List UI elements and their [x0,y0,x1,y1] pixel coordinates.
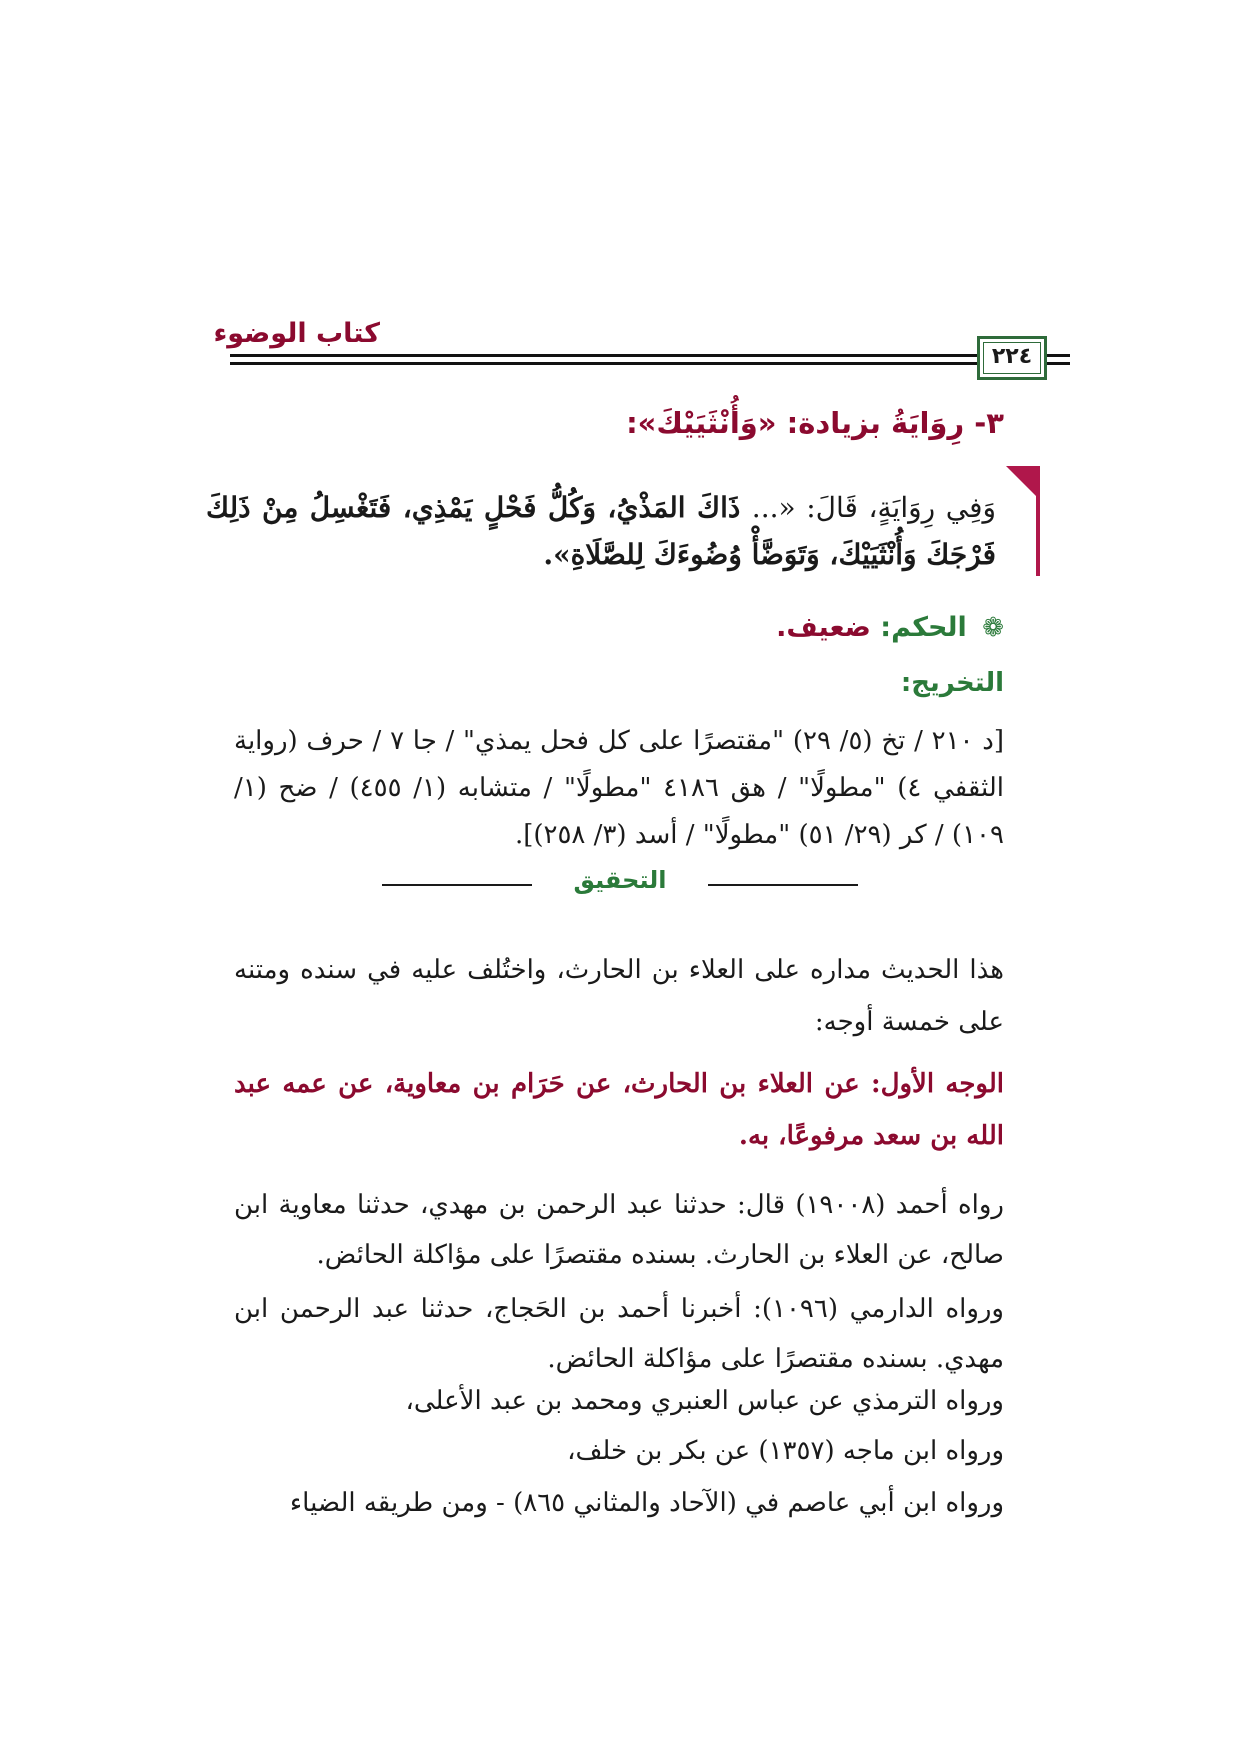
tahqiq-divider [382,864,858,904]
paragraph-darimi: ورواه الدارمي (١٠٩٦): أخبرنا أحمد بن الحَجاج، حدثنا عبد الرحمن ابن مهدي. بسنده مقتصرًا على مؤاكلة الحائض. [234,1294,1004,1374]
line-ibn-abi-asim: ورواه ابن أبي عاصم في (الآحاد والمثاني ٨٦٥) - ومن طريقه الضياء [289,1488,1004,1518]
verdict-label: الحكم: [880,612,967,643]
flower-icon: ❁ [982,613,1004,643]
header-rule-bottom [230,362,1000,365]
takhrij-label: التخريج: [900,668,1004,698]
narration-title: ٣- رِوَايَةُ بزيادة: «وَأُنْثَيَيْكَ»: [626,406,1004,440]
header-rule-top [230,354,1000,357]
first-aspect-heading: الوجه الأول: عن العلاء بن الحارث، عن حَرَام بن معاوية، عن عمه عبد الله بن سعد مرفوعًا، به. [234,1069,1004,1151]
page-number: ٢٢٤ [977,336,1047,380]
paragraph-intro: هذا الحديث مداره على العلاء بن الحارث، واختُلف عليه في سنده ومتنه على خمسة أوجه: [234,955,1004,1037]
line-tirmidhi: ورواه الترمذي عن عباس العنبري ومحمد بن عبد الأعلى، [405,1386,1004,1416]
book-title: كتاب الوضوء [213,318,380,349]
takhrij-text: [د ٢١٠ / تخ (٥/ ٢٩) "مقتصرًا على كل فحل يمذي" / جا ٧ / حرف (رواية الثقفي ٤) "مطولًا" / هق ٤١٨٦ "مطولًا" / متشابه (١/ ٤٥٥) / ضح (١/ ١٠٩) / كر (٢٩/ ٥١) "مطولًا" / أسد (٣/ ٢٥٨)]. [234,726,1005,850]
hadith-side-bar [1036,466,1040,576]
hadith-intro: وَفِي رِوَايَةٍ، قَالَ: «... [751,491,997,524]
hadith-text [206,484,996,578]
verdict [776,612,1004,643]
verdict-value: ضعيف. [776,612,871,643]
corner-ornament [1006,466,1040,500]
line-ibn-majah: ورواه ابن ماجه (١٣٥٧) عن بكر بن خلف، [567,1436,1004,1466]
tahqiq-label: التحقيق [573,866,667,894]
paragraph-ahmad: رواه أحمد (١٩٠٠٨) قال: حدثنا عبد الرحمن بن مهدي، حدثنا معاوية ابن صالح، عن العلاء بن الحارث. بسنده مقتصرًا على مؤاكلة الحائض. [234,1190,1004,1270]
hadith-body: ذَاكَ المَذْيُ، وَكُلُّ فَحْلٍ يَمْذِي، فَتَغْسِلُ مِنْ ذَلِكَ فَرْجَكَ وَأُنْثَيَيْكَ، وَتَوَضَّأْ وُضُوءَكَ لِلصَّلَاةِ». [206,491,996,571]
